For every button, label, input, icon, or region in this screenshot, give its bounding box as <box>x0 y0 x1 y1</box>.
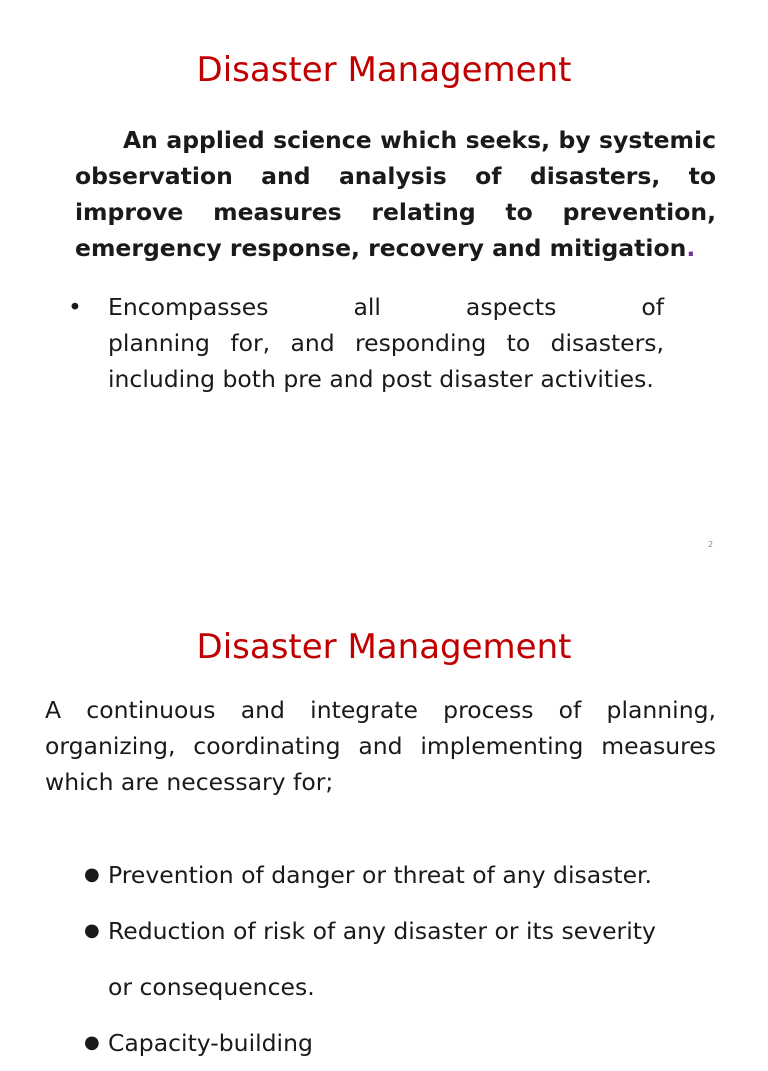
intro-line: organizing, coordinating and implementing measures <box>45 732 716 760</box>
definition-line: emergency response, recovery and mitigation <box>75 234 687 262</box>
definition-line: An applied science which seeks, by systemic <box>123 126 716 154</box>
bullet-item <box>68 289 668 397</box>
bullet-line: planning for, and responding to disasters, <box>108 329 664 357</box>
slide-title: Disaster Management <box>196 50 572 90</box>
bullet-line: Encompasses all aspects of <box>108 293 664 321</box>
point-text: Reduction of risk of any disaster or its severity <box>108 917 656 945</box>
intro-paragraph <box>45 692 716 800</box>
definition-period: . <box>686 234 696 262</box>
point-text: Capacity-building <box>108 1029 313 1057</box>
bullet-symbol: ● <box>84 864 100 885</box>
list-item <box>84 903 704 1015</box>
point-text: Prevention of danger or threat of any disaster. <box>108 861 653 889</box>
definition-line: improve measures relating to prevention, <box>75 198 716 226</box>
slide-title: Disaster Management <box>196 627 572 667</box>
intro-line: A continuous and integrate process of planning, <box>45 696 716 724</box>
bullet-line: including both pre and post disaster activities. <box>108 365 654 393</box>
slide-2 <box>0 590 768 1057</box>
list-item <box>84 1015 704 1071</box>
bullet-symbol: • <box>68 293 82 321</box>
page-number: 2 <box>708 540 714 549</box>
definition-paragraph <box>75 122 716 266</box>
bullet-symbol: ● <box>84 920 100 941</box>
bullet-text <box>108 289 664 397</box>
intro-line: which are necessary for; <box>45 768 334 796</box>
bullet-symbol: ● <box>84 1032 100 1053</box>
definition-line: observation and analysis of disasters, to <box>75 162 716 190</box>
point-continuation: or consequences. <box>108 973 315 1001</box>
list-item <box>84 847 704 903</box>
points-list <box>84 847 704 1071</box>
